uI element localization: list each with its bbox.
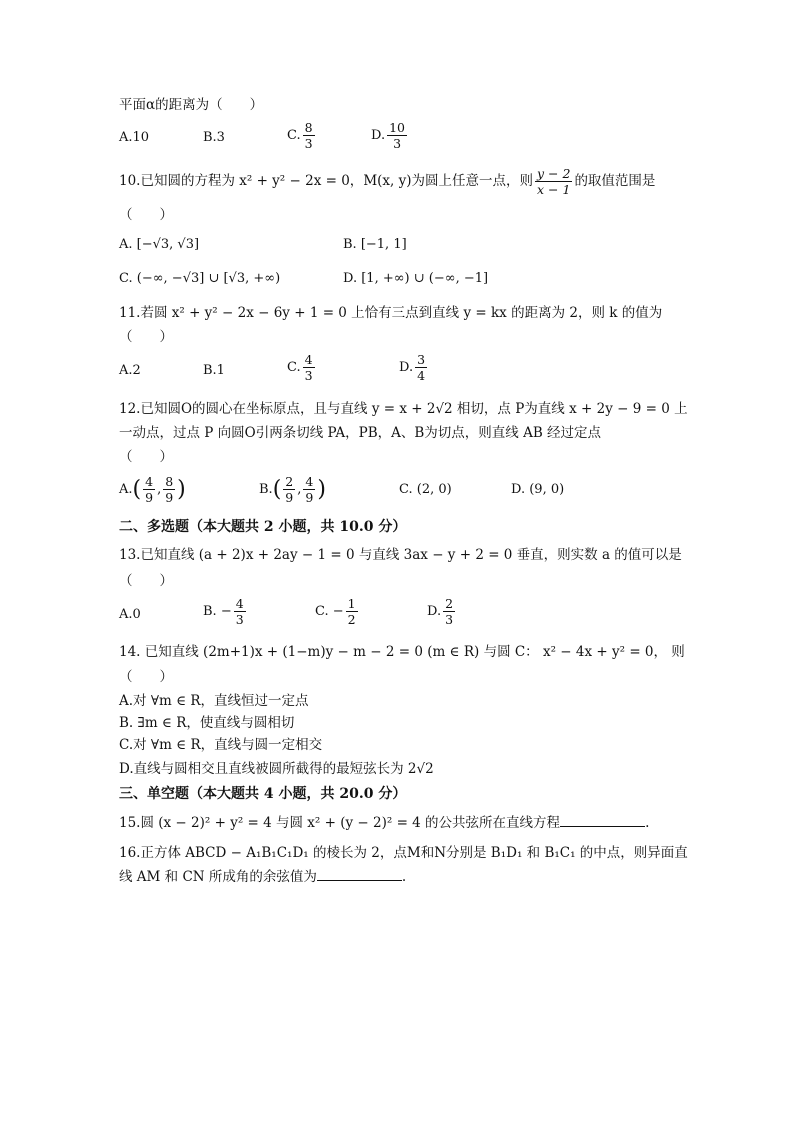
q13-option-c: C. − $\frac{1}{2}$ <box>315 596 356 627</box>
section-multi-choice-heading: 二、多选题（本大题共 2 小题，共 10.0 分） <box>119 519 407 535</box>
q12-option-d: D. (9, 0) <box>511 482 565 497</box>
q13-stem: 13.已知直线 (a + 2)x + 2ay − 1 = 0 与直线 3ax − y + 2 = 0 垂直，则实数 a 的值可以是 <box>119 547 682 563</box>
section-fill-blank-heading: 三、单空题（本大题共 4 小题，共 20.0 分） <box>119 786 407 802</box>
q13-option-d: D. $\frac{2}{3}$ <box>427 596 454 627</box>
q12-option-c: C. (2, 0) <box>399 482 452 497</box>
q12-line1: 12.已知圆O的圆心在坐标原点，且与直线 y = x + 2√2 相切，点 P为直线 x + 2y − 9 = 0 上 <box>119 401 688 417</box>
q16-line1: 16.正方体 ABCD − A₁B₁C₁D₁ 的棱长为 2，点M和N分别是 B₁D₁ 和 B₁C₁ 的中点，则异面直 <box>119 845 688 861</box>
q14-option-c: C.对 ∀m ∈ R，直线与圆一定相交 <box>119 737 323 753</box>
q11-option-a: A.2 <box>119 363 141 378</box>
q11-stem: 11.若圆 x² + y² − 2x − 6y + 1 = 0 上恰有三点到直线 y = kx 的距离为 2，则 k 的值为 <box>119 305 663 321</box>
q15-answer-blank <box>560 814 645 827</box>
q14-paren: （ ） <box>119 669 173 685</box>
q15-stem: 15.圆 (x − 2)² + y² = 4 与圆 x² + (y − 2)² = 4 的公共弦所在直线方程 . <box>119 815 650 831</box>
q10-option-b: B. [−1, 1] <box>343 237 407 252</box>
q12-option-a: A.( $\frac{4}{9}$ , $\frac{8}{9}$ ) <box>119 474 186 505</box>
q10-stem: 10.已知圆的方程为 x² + y² − 2x = 0，M(x, y)为圆上任意一点，则 $\frac{y - 2}{x - 1}$ 的取值范围是 <box>119 166 656 197</box>
q9-option-d: D. $\frac{10}{3}$ <box>371 120 405 151</box>
q14-stem: 14. 已知直线 (2m+1)x + (1−m)y − m − 2 = 0 (m ∈ R) 与圆 C： x² − 4x + y² = 0， 则 <box>119 644 685 660</box>
q11-option-c: C. $\frac{4}{3}$ <box>287 352 313 383</box>
q11-paren: （ ） <box>119 329 173 345</box>
q13-option-a: A.0 <box>119 607 141 622</box>
q12-paren: （ ） <box>119 449 173 465</box>
q16-line2: 线 AM 和 CN 所成角的余弦值为 . <box>119 869 407 885</box>
q12-line2: 一动点，过点 P 向圆O引两条切线 PA，PB，A、B为切点，则直线 AB 经过定点 <box>119 425 602 441</box>
q10-option-c: C. (−∞, −√3] ∪ [√3, +∞) <box>119 271 281 286</box>
q14-option-a: A.对 ∀m ∈ R，直线恒过一定点 <box>119 693 309 709</box>
q16-answer-blank <box>317 868 402 881</box>
q14-option-b: B. ∃m ∈ R，使直线与圆相切 <box>119 715 295 731</box>
q9-option-c: C. $\frac{8}{3}$ <box>287 120 313 151</box>
q11-option-d: D. $\frac{3}{4}$ <box>399 352 426 383</box>
q13-paren: （ ） <box>119 573 173 589</box>
q13-option-b: B. − $\frac{4}{3}$ <box>203 596 244 627</box>
q10-option-a: A. [−√3, √3] <box>119 237 200 252</box>
q10-paren: （ ） <box>119 207 173 223</box>
q10-option-d: D. [1, +∞) ∪ (−∞, −1] <box>343 271 489 286</box>
q12-option-b: B.( $\frac{2}{9}$ , $\frac{4}{9}$ ) <box>259 474 326 505</box>
q9-option-b: B.3 <box>203 130 225 145</box>
q11-option-b: B.1 <box>203 363 225 378</box>
q9-tail: 平面α的距离为（ ） <box>119 97 264 113</box>
q9-option-a: A.10 <box>119 130 150 145</box>
q14-option-d: D.直线与圆相交且直线被圆所截得的最短弦长为 2√2 <box>119 761 434 777</box>
